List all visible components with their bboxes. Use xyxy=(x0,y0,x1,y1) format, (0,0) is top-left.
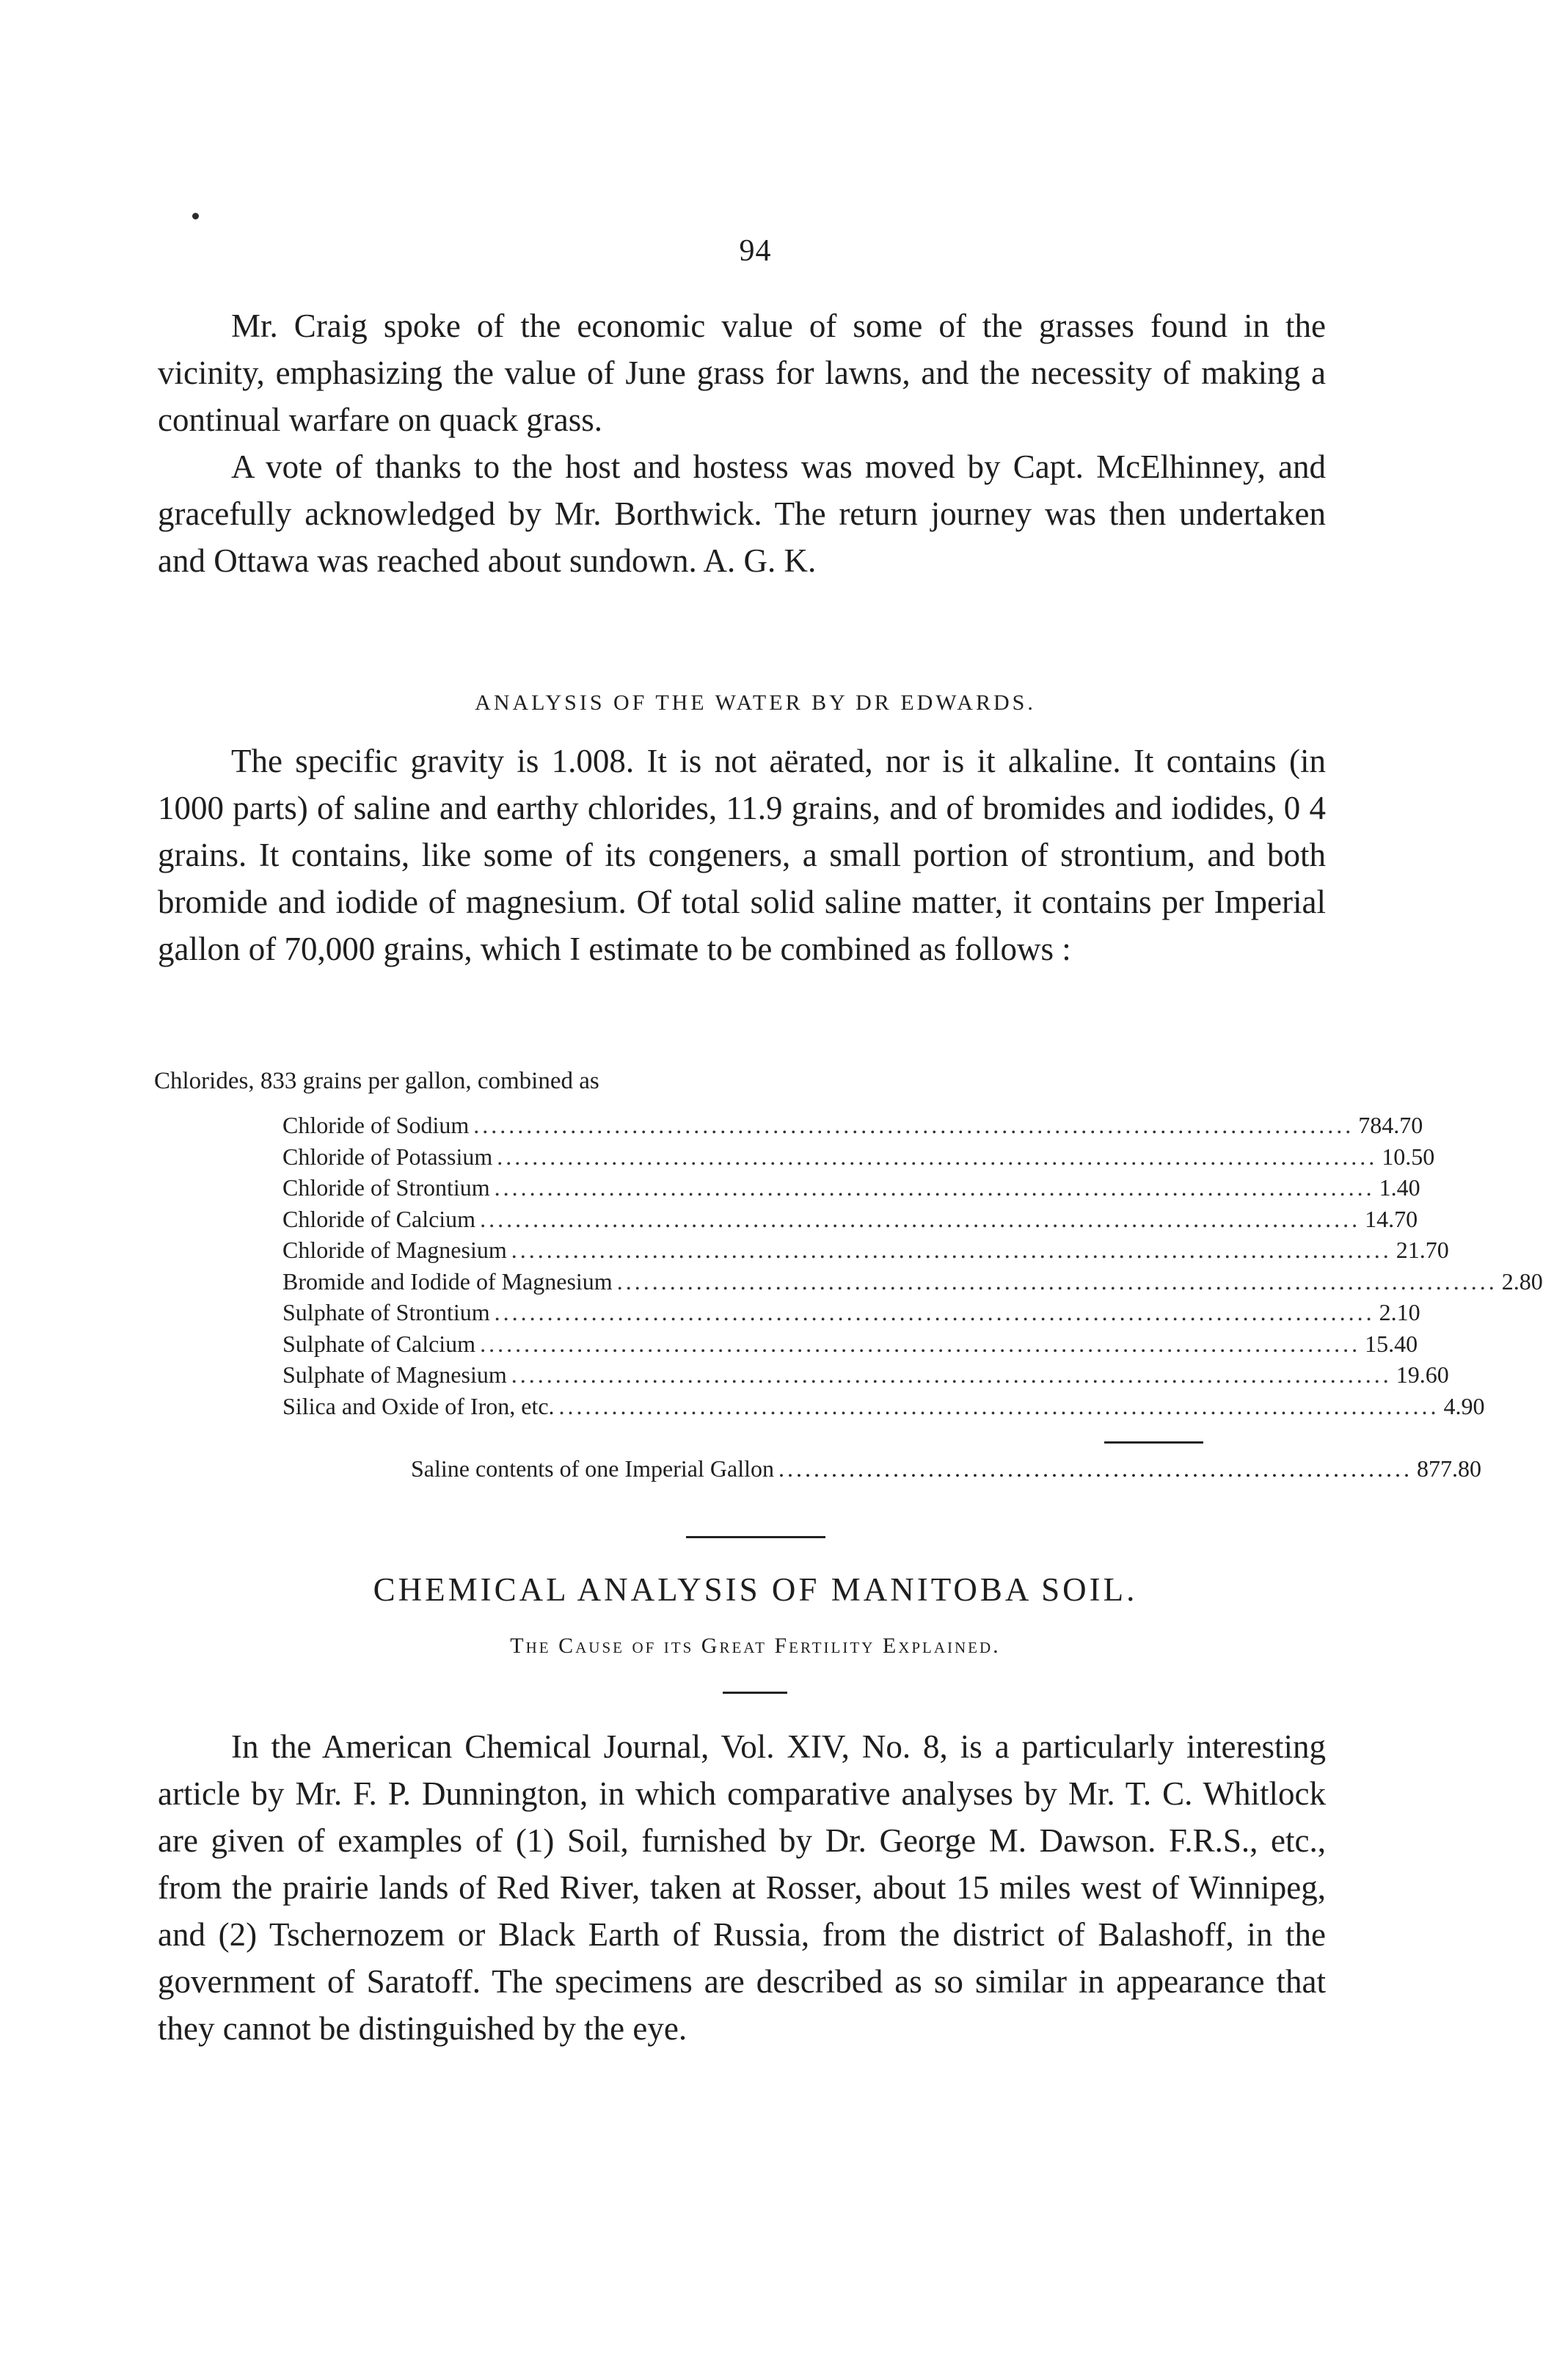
article-title: CHEMICAL ANALYSIS OF MANITOBA SOIL. xyxy=(373,1571,1138,1608)
leader-dots: .................................................................................................... xyxy=(558,1392,1440,1419)
paragraph-vote-of-thanks: A vote of thanks to the host and hostess was moved by Capt. McElhinney, and gracefully acknowledged by Mr. Borthwick. The return journey was then undertaken and Ottawa was reached about sundown. A. G. K. xyxy=(158,448,1326,579)
row-value: 21.70 xyxy=(1396,1237,1449,1263)
table-row xyxy=(282,1204,1418,1235)
leader-dots: .................................................................................................... xyxy=(480,1330,1361,1357)
section-divider xyxy=(686,1536,825,1538)
row-label: Sulphate of Strontium xyxy=(282,1299,490,1325)
row-value: 1.40 xyxy=(1379,1174,1420,1201)
row-value: 19.60 xyxy=(1396,1361,1449,1388)
article-subtitle: The Cause of its Great Fertility Explained. xyxy=(510,1634,1001,1658)
water-analysis-heading: ANALYSIS OF THE WATER BY DR EDWARDS. xyxy=(475,691,1036,715)
page-number: 94 xyxy=(739,234,772,268)
composition-table xyxy=(282,1110,1543,1422)
leader-dots: .................................................................................................... xyxy=(494,1299,1375,1325)
total-row xyxy=(411,1452,1481,1485)
leader-dots: .................................................................................................... xyxy=(494,1174,1375,1201)
table-row xyxy=(282,1391,1485,1422)
total-label: Saline contents of one Imperial Gallon xyxy=(411,1455,774,1482)
table-row xyxy=(282,1141,1435,1173)
paragraph-grasses: Mr. Craig spoke of the economic value of some of the grasses found in the vicinity, emphasizing the value of June grass for lawns, and the necessity of making a continual warfare on quack grass. xyxy=(158,307,1326,438)
table-row xyxy=(282,1297,1420,1328)
row-label: Chloride of Potassium xyxy=(282,1143,493,1170)
table-row xyxy=(282,1328,1418,1360)
table-row xyxy=(282,1234,1449,1266)
subtitle-divider xyxy=(723,1692,787,1694)
leader-dots: .................................................................................................... xyxy=(511,1237,1392,1263)
row-label: Silica and Oxide of Iron, etc. xyxy=(282,1392,555,1419)
table-lead-text: Chlorides, 833 grains per gallon, combined as xyxy=(154,1068,599,1094)
row-value: 2.10 xyxy=(1379,1299,1420,1325)
leader-dots: .................................................................................................... xyxy=(616,1267,1498,1295)
row-label: Sulphate of Magnesium xyxy=(282,1361,507,1388)
table-row xyxy=(282,1172,1420,1204)
table-row xyxy=(282,1266,1543,1298)
leader-dots: .................................................................................................... xyxy=(480,1205,1361,1232)
table-row xyxy=(282,1359,1449,1391)
leader-dots: .................................................................................................... xyxy=(473,1112,1354,1138)
paragraph-soil-analysis: In the American Chemical Journal, Vol. XIV, No. 8, is a particularly interesting article by Mr. F. P. Dunnington, in which comparative analyses by Mr. T. C. Whitlock are given of examples of (1) Soil, furnished by Dr. George M. Dawson. F.R.S., etc., from the prairie lands of Red River, taken at Rosser, about 15 miles west of Winnipeg, and (2) Tschernozem or Black Earth of Russia, from the district of Balashoff, in the government of Saratoff. The specimens are described as so similar in appearance that they cannot be distinguished by the eye. xyxy=(158,1728,1326,2047)
row-value: 15.40 xyxy=(1365,1330,1418,1357)
row-label: Chloride of Magnesium xyxy=(282,1237,507,1263)
row-label: Sulphate of Calcium xyxy=(282,1330,476,1357)
table-row xyxy=(282,1110,1423,1141)
leader-dots: .................................................................................................... xyxy=(511,1361,1392,1388)
row-value: 784.70 xyxy=(1358,1112,1423,1138)
paragraph-water-analysis: The specific gravity is 1.008. It is not aërated, nor is it alkaline. It contains (in 1000 parts) of saline and earthy chlorides, 11.9 grains, and of bromides and iodides, 0 4 grains. It contains, like some of its congeners, a small portion of strontium, and both bromide and iodide of magnesium. Of total solid saline matter, it contains per Imperial gallon of 70,000 grains, which I estimate to be combined as follows : xyxy=(158,743,1326,967)
leader-dots: ........................................................................ xyxy=(778,1455,1412,1482)
row-value: 4.90 xyxy=(1443,1392,1485,1419)
row-label: Bromide and Iodide of Magnesium xyxy=(282,1267,613,1295)
total-value: 877.80 xyxy=(1416,1455,1481,1482)
row-value: 14.70 xyxy=(1365,1205,1418,1232)
row-value: 10.50 xyxy=(1382,1143,1435,1170)
sum-rule xyxy=(1104,1441,1203,1444)
stray-ink-dot xyxy=(192,213,199,219)
row-label: Chloride of Strontium xyxy=(282,1174,490,1201)
leader-dots: .................................................................................................... xyxy=(497,1143,1378,1170)
row-value: 2.80 xyxy=(1501,1267,1543,1295)
row-label: Chloride of Calcium xyxy=(282,1205,476,1232)
row-label: Chloride of Sodium xyxy=(282,1112,470,1138)
